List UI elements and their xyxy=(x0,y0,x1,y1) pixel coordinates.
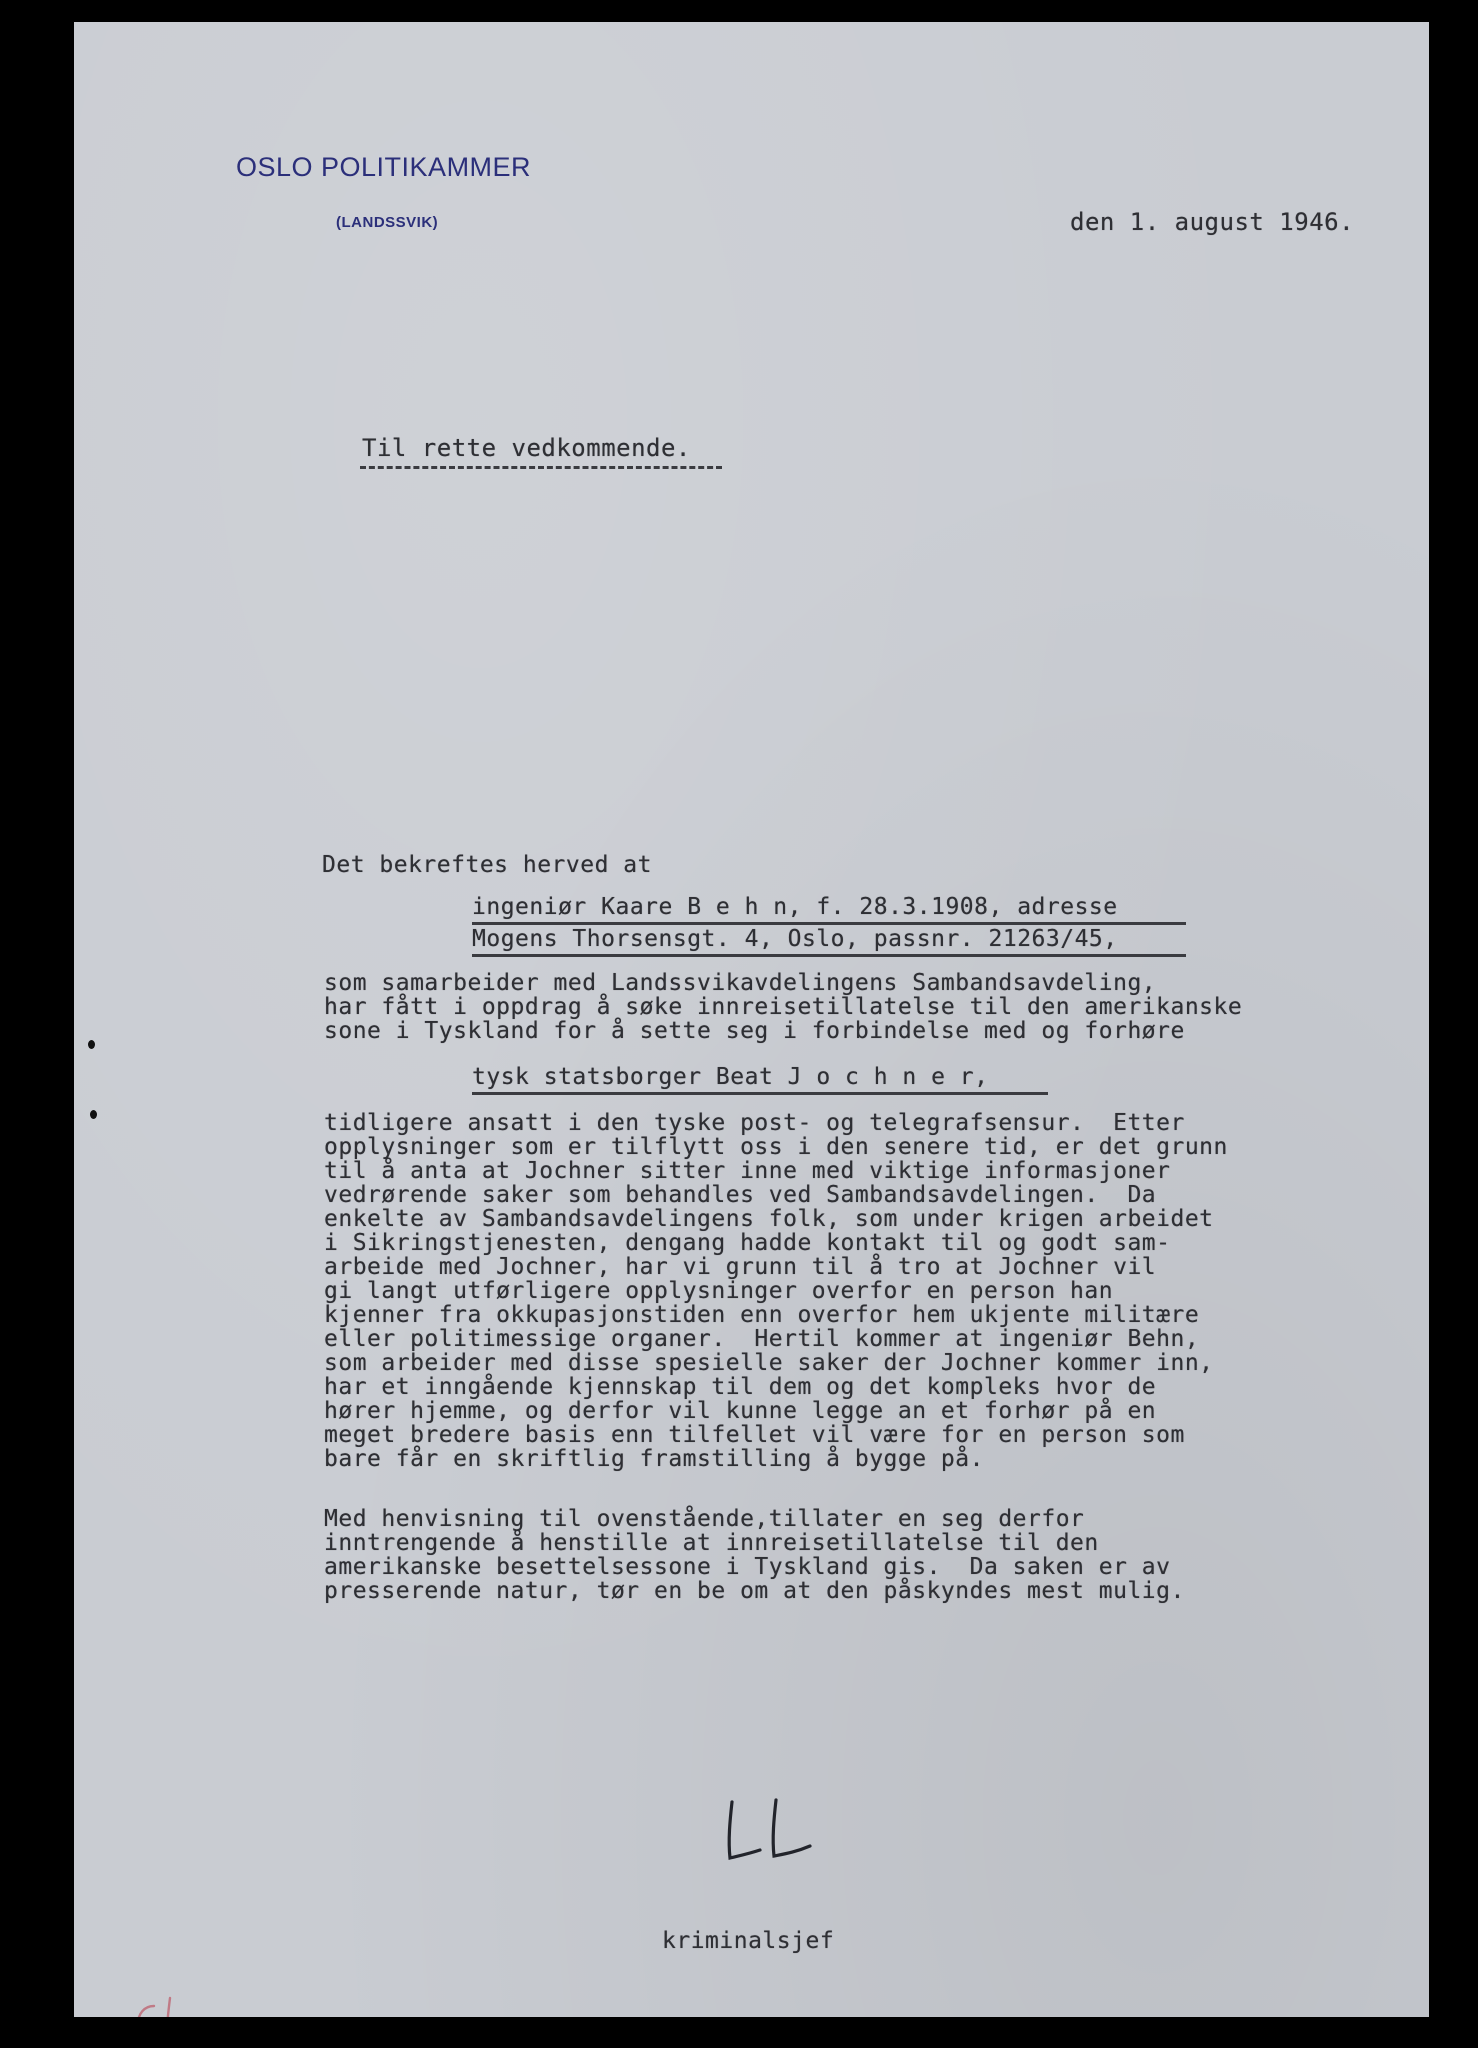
intro-line: Det bekreftes herved at xyxy=(322,852,652,878)
subject-line-1-underline xyxy=(472,922,1186,925)
subject-line-2: Mogens Thorsensgt. 4, Oslo, passnr. 21263/45, xyxy=(472,926,1118,952)
person-line-underline xyxy=(472,1092,1048,1095)
subject-line-2-underline xyxy=(472,954,1186,957)
para1-line-3: sone i Tyskland for å sette seg i forbindelse med og forhøre xyxy=(324,1018,1185,1044)
para3-line-1: Med henvisning til ovenstående,tillater en seg derfor xyxy=(324,1506,1085,1532)
pencil-annotation xyxy=(126,1992,236,2017)
para3-line-2: inntrengende å henstille at innreisetillatelse til den xyxy=(324,1530,1099,1556)
para2-line-15: bare får en skriftlig framstilling å bygge på. xyxy=(324,1446,984,1472)
para2-line-12: har et inngående kjennskap til dem og det kompleks hvor de xyxy=(324,1374,1157,1400)
agency-stamp-subtitle: (LANDSSVIK) xyxy=(336,214,439,231)
para2-line-6: i Sikringstjenesten, dengang hadde kontakt til og godt sam- xyxy=(324,1230,1171,1256)
para3-line-4: presserende natur, tør en be om at den påskyndes mest mulig. xyxy=(324,1578,1185,1604)
para2-line-3: til å anta at Jochner sitter inne med viktige informasjoner xyxy=(324,1158,1171,1184)
person-line: tysk statsborger Beat J o c h n e r, xyxy=(472,1064,989,1090)
handwritten-signature xyxy=(714,1792,834,1882)
para2-line-9: kjenner fra okkupasjonstiden enn overfor hem ukjente militære xyxy=(324,1302,1200,1328)
para1-line-1: som samarbeider med Landssvikavdelingens Sambandsavdeling, xyxy=(324,970,1157,996)
para1-line-2: har fått i oppdrag å søke innreisetillatelse til den amerikanske xyxy=(324,994,1243,1020)
agency-stamp: OSLO POLITIKAMMER xyxy=(236,152,532,182)
subject-line-1: ingeniør Kaare B e h n, f. 28.3.1908, adresse xyxy=(472,894,1118,920)
para2-line-10: eller politimessige organer. Hertil kommer at ingeniør Behn, xyxy=(324,1326,1200,1352)
para2-line-14: meget bredere basis enn tilfellet vil være for en person som xyxy=(324,1422,1185,1448)
para2-line-7: arbeide med Jochner, har vi grunn til å tro at Jochner vil xyxy=(324,1254,1157,1280)
scan-border-right xyxy=(1429,22,1478,2017)
para2-line-1: tidligere ansatt i den tyske post- og telegrafsensur. Etter xyxy=(324,1110,1185,1136)
para2-line-2: opplysninger som er tilflytt oss i den senere tid, er det grunn xyxy=(324,1134,1228,1160)
heading-underline xyxy=(360,466,722,469)
letter-date: den 1. august 1946. xyxy=(1070,208,1355,236)
para2-line-13: hører hjemme, og derfor vil kunne legge an et forhør på en xyxy=(324,1398,1157,1424)
punch-mark-lower xyxy=(90,1110,97,1119)
punch-mark-upper xyxy=(88,1040,95,1049)
para2-line-11: som arbeider med disse spesielle saker der Jochner kommer inn, xyxy=(324,1350,1214,1376)
signer-title: kriminalsjef xyxy=(662,1928,835,1954)
letter-heading: Til rette vedkommende. xyxy=(362,434,691,462)
para2-line-8: gi langt utførligere opplysninger overfor en person han xyxy=(324,1278,1114,1304)
para2-line-5: enkelte av Sambandsavdelingens folk, som under krigen arbeidet xyxy=(324,1206,1214,1232)
para2-line-4: vedrørende saker som behandles ved Sambandsavdelingen. Da xyxy=(324,1182,1157,1208)
para3-line-3: amerikanske besettelsessone i Tyskland gis. Da saken er av xyxy=(324,1554,1171,1580)
paper-sheet xyxy=(74,22,1429,2017)
